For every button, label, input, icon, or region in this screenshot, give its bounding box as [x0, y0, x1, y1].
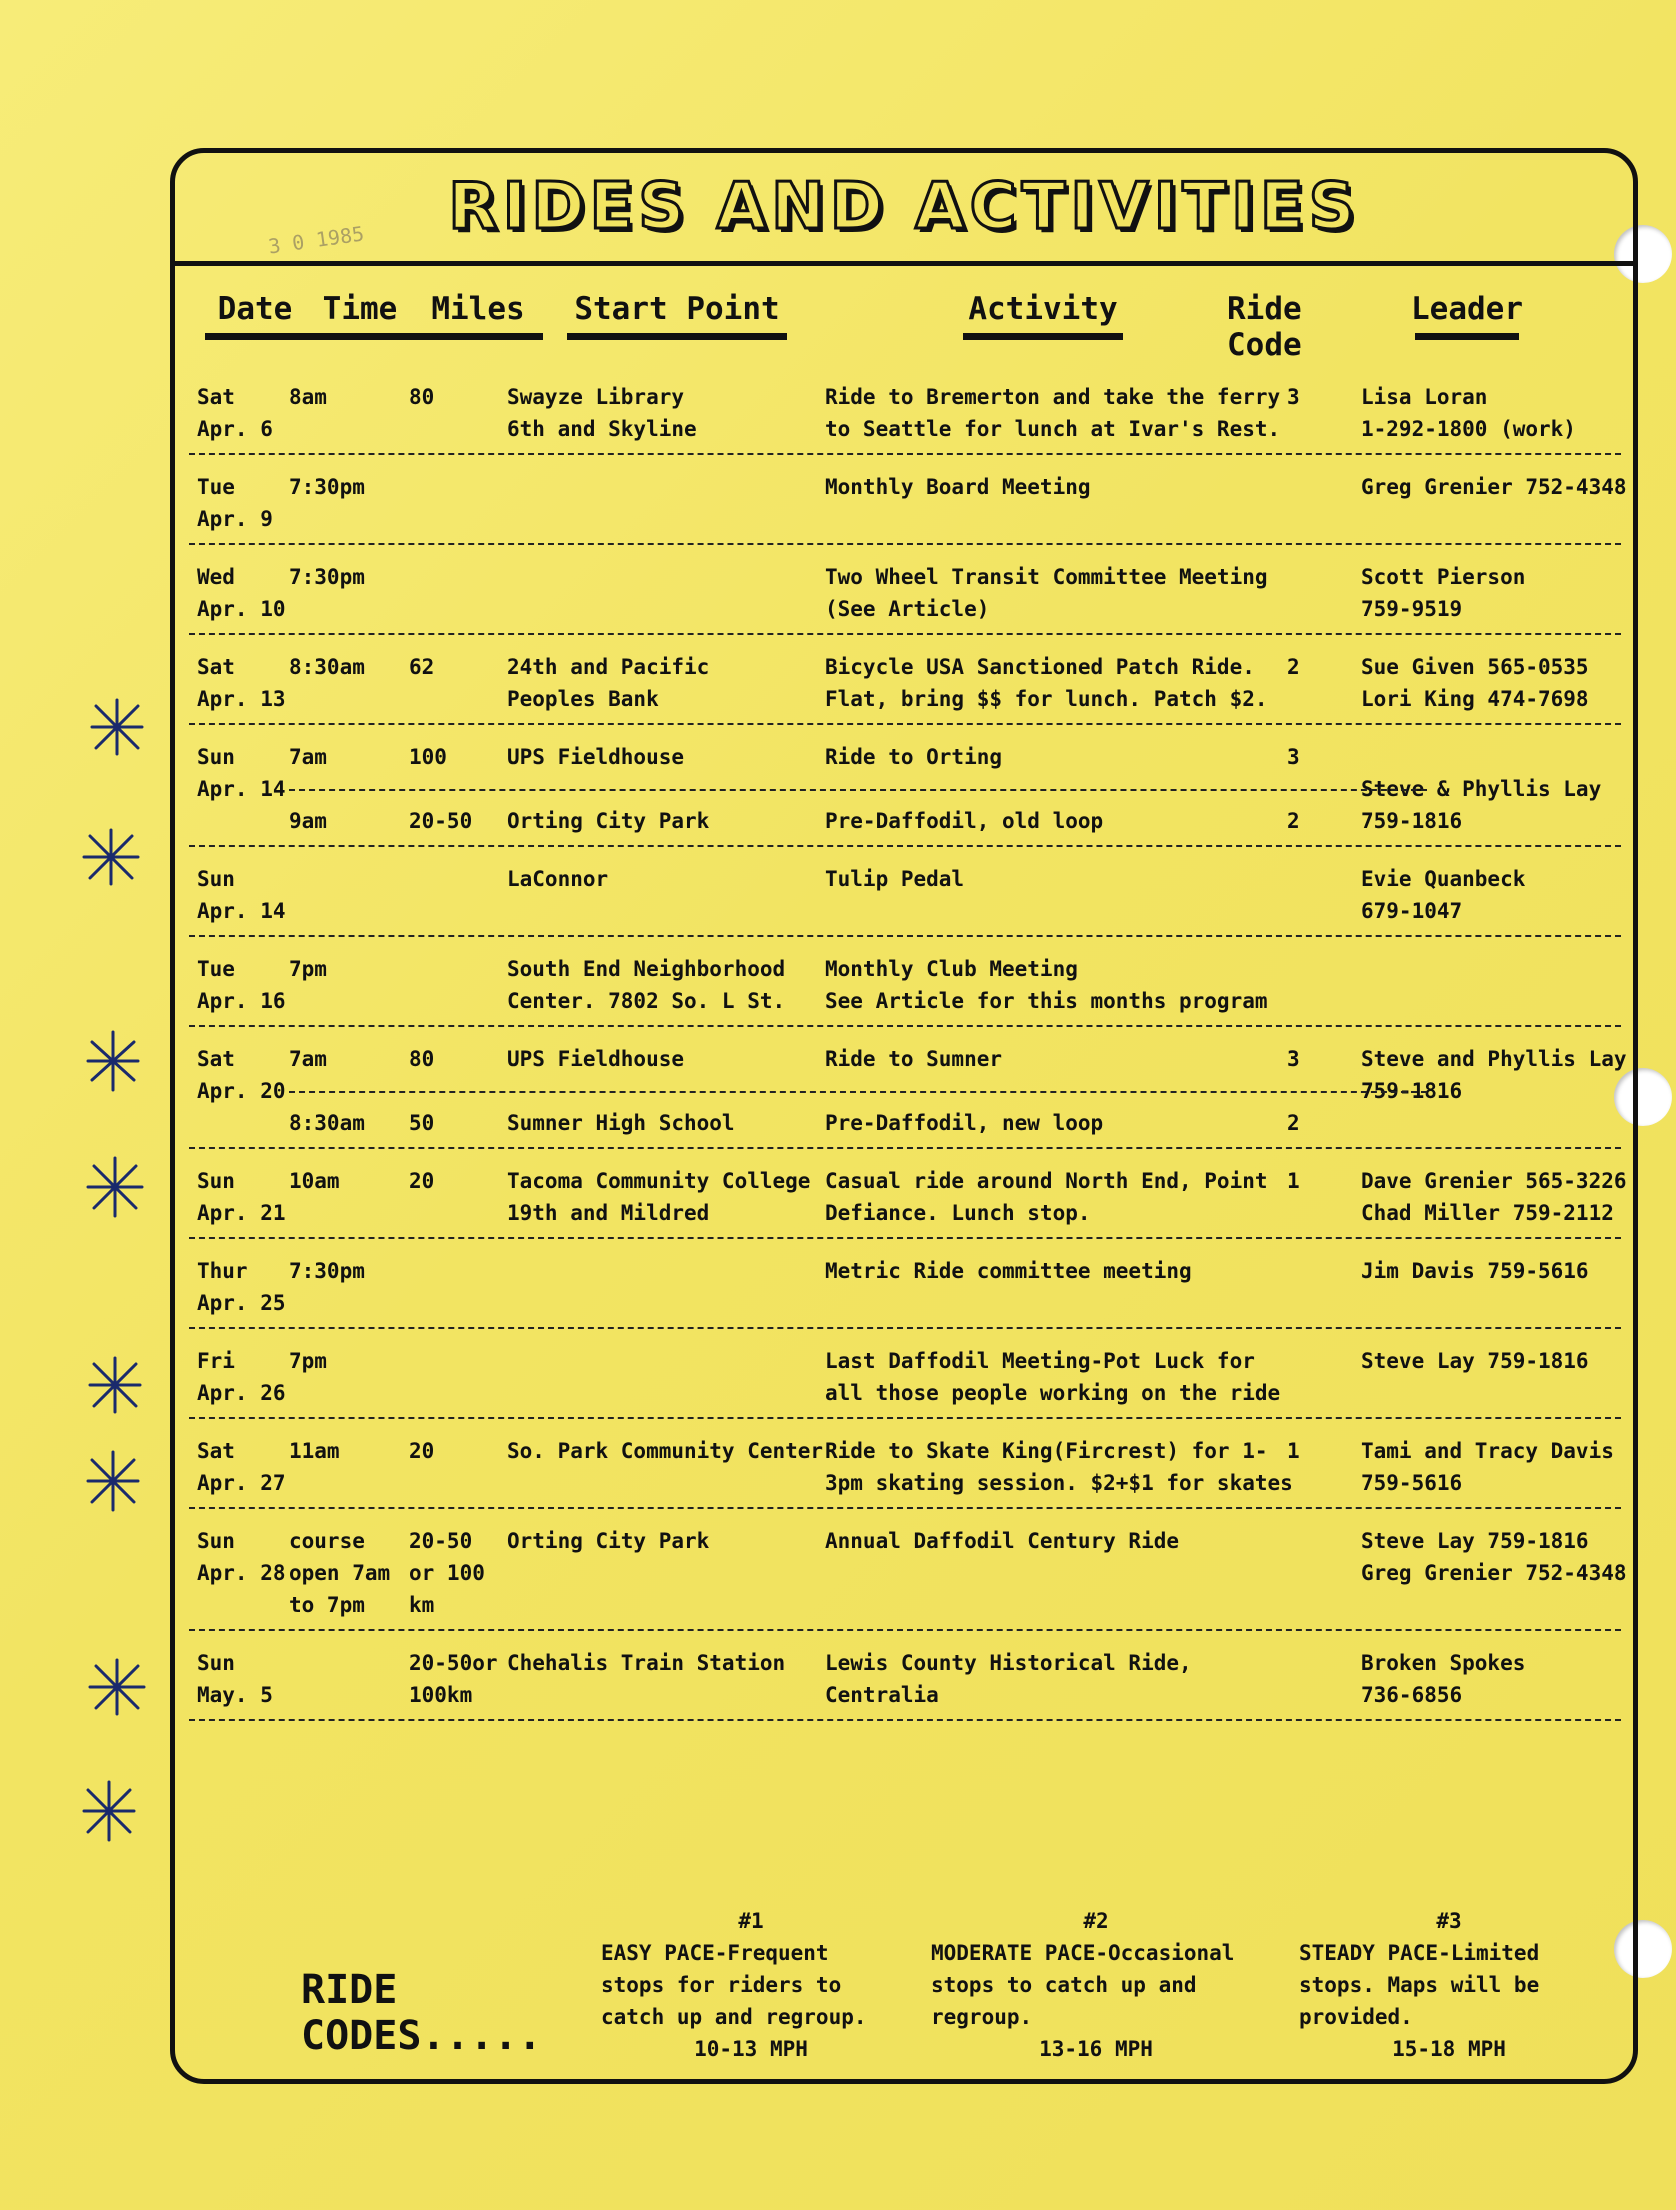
ride-activity: Defiance. Lunch stop. [825, 1201, 1091, 1225]
ride-leader: 736-6856 [1361, 1683, 1463, 1707]
ride-row [189, 1509, 1627, 1631]
ride-time: 8am [289, 385, 327, 409]
ride-leader: 759-9519 [1361, 597, 1463, 621]
ride-activity: 3pm skating session. $2+$1 for skates [825, 1471, 1293, 1495]
date-stamp: 3 0 1985 [266, 221, 366, 259]
ride-leader: Greg Grenier 752-4348 [1361, 475, 1627, 499]
ride-leader: Steve and Phyllis Lay [1361, 1047, 1627, 1071]
handdrawn-star-mark [80, 1350, 150, 1420]
ride-code: 3 [1287, 385, 1300, 409]
header-date [205, 291, 305, 351]
ride-activity: Ride to Sumner [825, 1047, 1003, 1071]
ride-time: 7:30pm [289, 475, 365, 499]
ride-leader: 759-1816 [1361, 1079, 1463, 1103]
ride-activity: Monthly Board Meeting [825, 475, 1091, 499]
handdrawn-star-mark [74, 1776, 144, 1846]
ride-start-point: 6th and Skyline [507, 417, 697, 441]
ride-code: 3 [1287, 1047, 1300, 1071]
ride-code-speed: 10-13 MPH [694, 2037, 808, 2061]
ride-miles: 100km [409, 1683, 473, 1707]
handdrawn-star-mark [82, 1652, 152, 1722]
header-leader [1411, 291, 1523, 351]
ride-codes-label-2: CODES..... [301, 2013, 542, 2059]
ride-codes-legend [175, 1905, 1633, 2075]
ride-miles: or 100 [409, 1561, 485, 1585]
header-code-label: Ride Code [1227, 291, 1302, 363]
handdrawn-star-mark [82, 692, 152, 762]
ride-code-number: #3 [1436, 1909, 1462, 1933]
ride-code: 2 [1287, 655, 1300, 679]
ride-date: Apr. 16 [197, 989, 286, 1013]
ride-start-point: UPS Fieldhouse [507, 1047, 685, 1071]
ride-code-number: #2 [1083, 1909, 1109, 1933]
ride-start-point: Peoples Bank [507, 687, 659, 711]
ride-code-line: stops to catch up and [931, 1973, 1197, 1997]
ride-leader: Broken Spokes [1361, 1651, 1526, 1675]
ride-leader: 759-1816 [1361, 809, 1463, 833]
ride-leader: Steve Lay 759-1816 [1361, 1349, 1589, 1373]
ride-code: 2 [1287, 809, 1300, 833]
ride-row [189, 1239, 1621, 1329]
rides-frame [170, 148, 1638, 2084]
ride-code-line: STEADY PACE-Limited [1299, 1941, 1540, 1965]
ride-date: Apr. 14 [197, 777, 286, 801]
ride-start-point: So. Park Community Center [507, 1439, 824, 1463]
ride-activity: Ride to Bremerton and take the ferry [825, 385, 1281, 409]
ride-date: Apr. 28 [197, 1561, 286, 1585]
ride-activity: Pre-Daffodil, new loop [825, 1111, 1104, 1135]
ride-row [189, 635, 1621, 725]
page-title: RIDES AND ACTIVITIES [448, 170, 1360, 244]
ride-start-point: 24th and Pacific [507, 655, 710, 679]
ride-miles: km [409, 1593, 435, 1617]
ride-activity: Annual Daffodil Century Ride [825, 1529, 1180, 1553]
ride-time: 7pm [289, 1349, 327, 1373]
ride-code-1 [601, 1905, 901, 2065]
ride-leader: Jim Davis 759-5616 [1361, 1259, 1589, 1283]
ride-time: 7:30pm [289, 1259, 365, 1283]
ride-date: Sat [197, 1047, 235, 1071]
ride-time: open 7am [289, 1561, 391, 1585]
ride-time: 9am [289, 809, 327, 833]
ride-time: course [289, 1529, 365, 1553]
ride-date: Apr. 14 [197, 899, 286, 923]
ride-activity: Flat, bring $$ for lunch. Patch $2. [825, 687, 1268, 711]
ride-activity: Bicycle USA Sanctioned Patch Ride. [825, 655, 1255, 679]
ride-activity: Two Wheel Transit Committee Meeting [825, 565, 1268, 589]
ride-activity: Last Daffodil Meeting-Pot Luck for [825, 1349, 1255, 1373]
ride-date: Sat [197, 655, 235, 679]
ride-date: Apr. 27 [197, 1471, 286, 1495]
ride-date: Fri [197, 1349, 235, 1373]
ride-activity: Monthly Club Meeting [825, 957, 1078, 981]
ride-miles: 62 [409, 655, 435, 679]
ride-start-point: Chehalis Train Station [507, 1651, 786, 1675]
ride-date: Apr. 26 [197, 1381, 286, 1405]
ride-codes-label-1: RIDE [301, 1967, 398, 2013]
handdrawn-star-mark [76, 822, 146, 892]
ride-date: Apr. 13 [197, 687, 286, 711]
ride-miles: 20 [409, 1169, 435, 1193]
ride-time: to 7pm [289, 1593, 365, 1617]
ride-row [189, 1419, 1621, 1509]
header-activity [963, 291, 1123, 351]
ride-date: Tue [197, 475, 235, 499]
ride-code: 3 [1287, 745, 1300, 769]
ride-date: Apr. 20 [197, 1079, 286, 1103]
ride-leader: 679-1047 [1361, 899, 1463, 923]
ride-code-line: MODERATE PACE-Occasional [931, 1941, 1235, 1965]
ride-leader: Steve & Phyllis Lay [1361, 777, 1602, 801]
ride-start-point: Orting City Park [507, 809, 710, 833]
ride-start-point: Swayze Library [507, 385, 685, 409]
ride-start-point: Center. 7802 So. L St. [507, 989, 786, 1013]
header-time [305, 291, 415, 351]
ride-code-speed: 15-18 MPH [1392, 2037, 1506, 2061]
ride-activity: Ride to Skate King(Fircrest) for 1- [825, 1439, 1268, 1463]
ride-activity: Tulip Pedal [825, 867, 965, 891]
ride-start-point: Tacoma Community College [507, 1169, 811, 1193]
ride-activity: See Article for this months program [825, 989, 1268, 1013]
ride-row-divider [289, 789, 1427, 791]
header-start-label: Start Point [574, 291, 780, 327]
ride-start-point: Sumner High School [507, 1111, 735, 1135]
ride-miles: 80 [409, 1047, 435, 1071]
title-band [175, 153, 1633, 266]
ride-leader: Dave Grenier 565-3226 [1361, 1169, 1627, 1193]
ride-leader: Evie Quanbeck [1361, 867, 1526, 891]
ride-code-line: stops. Maps will be [1299, 1973, 1540, 1997]
ride-miles: 20 [409, 1439, 435, 1463]
ride-leader: 1-292-1800 (work) [1361, 417, 1576, 441]
ride-code: 2 [1287, 1111, 1300, 1135]
ride-time: 8:30am [289, 1111, 365, 1135]
ride-date: Apr. 6 [197, 417, 273, 441]
ride-date: Sat [197, 385, 235, 409]
ride-row [189, 937, 1621, 1027]
ride-activity: Ride to Orting [825, 745, 1003, 769]
ride-code: 1 [1287, 1169, 1300, 1193]
ride-time: 7am [289, 745, 327, 769]
ride-start-point: 19th and Mildred [507, 1201, 710, 1225]
ride-leader: Scott Pierson [1361, 565, 1526, 589]
ride-row [189, 1027, 1627, 1149]
ride-leader: Sue Given 565-0535 [1361, 655, 1589, 679]
ride-start-point: Orting City Park [507, 1529, 710, 1553]
ride-leader: Chad Miller 759-2112 [1361, 1201, 1614, 1225]
ride-date: Sun [197, 867, 235, 891]
ride-miles: 50 [409, 1111, 435, 1135]
ride-miles: 100 [409, 745, 447, 769]
ride-start-point: South End Neighborhood [507, 957, 786, 981]
header-date-label: Date [217, 291, 293, 327]
ride-date: Apr. 10 [197, 597, 286, 621]
ride-codes-label [301, 1967, 542, 2059]
ride-activity: all those people working on the ride [825, 1381, 1281, 1405]
ride-row [189, 455, 1627, 545]
ride-date: Sun [197, 1529, 235, 1553]
header-miles [413, 291, 543, 351]
ride-date: Apr. 21 [197, 1201, 286, 1225]
ride-code-line: EASY PACE-Frequent [601, 1941, 829, 1965]
ride-row [189, 1329, 1621, 1419]
ride-leader: Lori King 474-7698 [1361, 687, 1589, 711]
ride-miles: 20-50 [409, 1529, 473, 1553]
header-miles-label: Miles [431, 291, 525, 327]
ride-date: Sat [197, 1439, 235, 1463]
ride-date: Apr. 9 [197, 507, 273, 531]
handdrawn-star-mark [78, 1446, 148, 1516]
ride-activity: (See Article) [825, 597, 990, 621]
ride-leader: Tami and Tracy Davis [1361, 1439, 1614, 1463]
ride-date: Tue [197, 957, 235, 981]
ride-date: May. 5 [197, 1683, 273, 1707]
ride-date: Apr. 25 [197, 1291, 286, 1315]
ride-leader: Greg Grenier 752-4348 [1361, 1561, 1627, 1585]
ride-time: 11am [289, 1439, 340, 1463]
ride-time: 7am [289, 1047, 327, 1071]
header-leader-label: Leader [1411, 291, 1523, 327]
handdrawn-star-mark [80, 1152, 150, 1222]
ride-date: Thur [197, 1259, 248, 1283]
ride-miles: 80 [409, 385, 435, 409]
ride-time: 10am [289, 1169, 340, 1193]
ride-code-2 [931, 1905, 1261, 2065]
ride-start-point: UPS Fieldhouse [507, 745, 685, 769]
header-time-label: Time [322, 291, 398, 327]
ride-row [189, 847, 1621, 937]
ride-code: 1 [1287, 1439, 1300, 1463]
ride-activity: Centralia [825, 1683, 939, 1707]
ride-date: Sun [197, 745, 235, 769]
ride-code-line: regroup. [931, 2005, 1033, 2029]
ride-activity: Metric Ride committee meeting [825, 1259, 1192, 1283]
ride-miles: 20-50 [409, 809, 473, 833]
ride-time: 7pm [289, 957, 327, 981]
ride-activity: Pre-Daffodil, old loop [825, 809, 1104, 833]
ride-code-line: stops for riders to [601, 1973, 842, 1997]
ride-activity: Casual ride around North End, Point [825, 1169, 1268, 1193]
ride-start-point: LaConnor [507, 867, 609, 891]
ride-row [189, 545, 1621, 635]
ride-row [189, 725, 1621, 847]
header-start-point [567, 291, 787, 351]
ride-date: Sun [197, 1169, 235, 1193]
ride-time: 7:30pm [289, 565, 365, 589]
ride-row [189, 365, 1621, 455]
ride-row [189, 1631, 1621, 1721]
ride-code-3 [1299, 1905, 1599, 2065]
ride-table [189, 365, 1627, 1721]
ride-date: Wed [197, 565, 235, 589]
ride-code-line: catch up and regroup. [601, 2005, 867, 2029]
ride-time: 8:30am [289, 655, 365, 679]
ride-code-number: #1 [738, 1909, 764, 1933]
ride-code-speed: 13-16 MPH [1039, 2037, 1153, 2061]
ride-code-line: provided. [1299, 2005, 1413, 2029]
ride-leader: Steve Lay 759-1816 [1361, 1529, 1589, 1553]
ride-activity: Lewis County Historical Ride, [825, 1651, 1192, 1675]
header-activity-label: Activity [968, 291, 1118, 327]
ride-row [189, 1149, 1627, 1239]
header-ride-code [1227, 291, 1383, 363]
ride-miles: 20-50or [409, 1651, 498, 1675]
handdrawn-star-mark [78, 1026, 148, 1096]
ride-leader: 759-5616 [1361, 1471, 1463, 1495]
ride-activity: to Seattle for lunch at Ivar's Rest. [825, 417, 1281, 441]
ride-leader: Lisa Loran [1361, 385, 1488, 409]
ride-row-divider [289, 1091, 1427, 1093]
ride-date: Sun [197, 1651, 235, 1675]
